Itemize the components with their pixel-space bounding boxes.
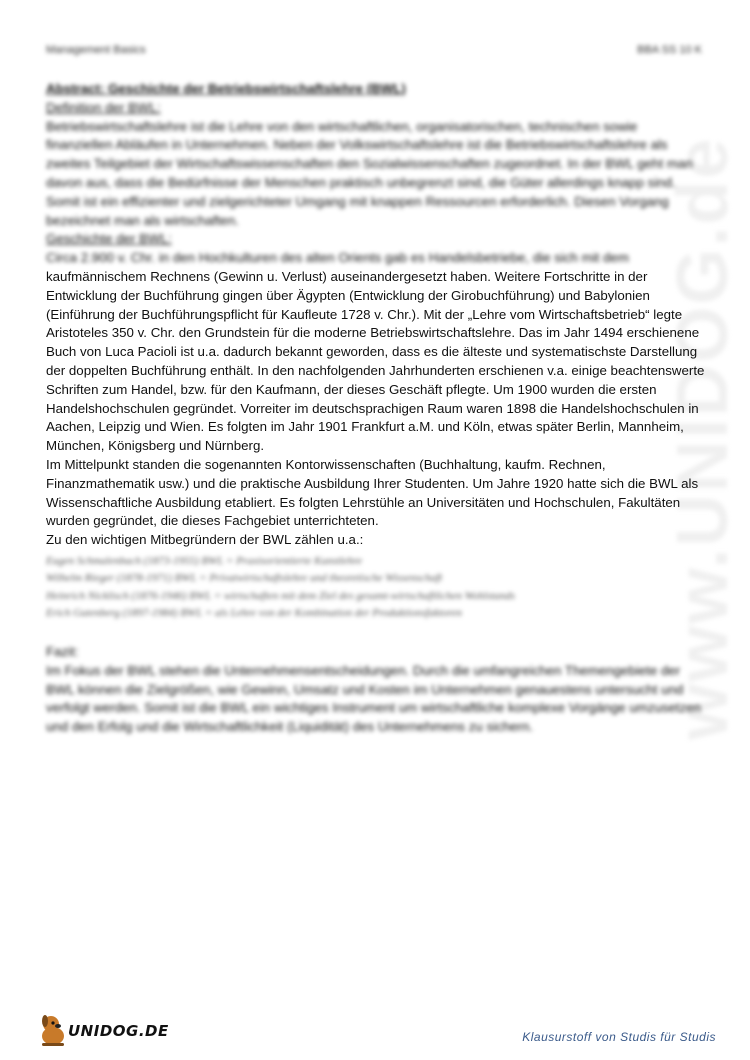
page-header xyxy=(46,44,702,62)
footer-tagline: Klausurstoff von Studis für Studis xyxy=(522,1030,716,1044)
fazit-block xyxy=(46,643,706,737)
founder-item: Heinrich Nicklisch (1876-1946) BWL = wirtschaften mit dem Ziel des gesamt-wirtschaftlichen Wohlstands xyxy=(46,589,516,602)
history-paragraph-2: Im Mittelpunkt standen die sogenannten Kontorwissenschaften (Buchhaltung, kaufm. Rechnen, Finanzmathematik usw.) und die praktische Ausbildung Ihrer Studenten. Um Jahre 1920 hatte sich die BWL als Wissenschaftliche Ausbildung etabliert. Es folgten Lehrstühle an Universitäten und Hochschulen, Fakultäten wurden gegründet, die dieses Fachgebiet unterrichteten. xyxy=(46,456,699,529)
founder-item: Eugen Schmalenbach (1873-1955) BWL = Praxisorientierte Kunstlehre xyxy=(46,554,362,567)
history-intro-line: Circa 2.900 v. Chr. in den Hochkulturen des alten Orients gab es Handelsbetriebe, die sich mit dem xyxy=(46,250,629,266)
founders-list xyxy=(46,553,706,623)
fazit-paragraph: Im Fokus der BWL stehen die Unternehmensentscheidungen. Durch die umfangreichen Themengebiete der BWL können die Zielgrößen, wie Gewinn, Umsatz und Kosten im Unternehmen genauestens untersucht und verfolgt werden. Somit ist die BWL ein wichtiges Instrument um wirtschaftliche komplexe Vorgänge umzusetzen und den Erfolg und die Wirtschaftlichkeit (Liquidität) des Unternehmens zu sichern. xyxy=(46,662,702,735)
header-course: Management Basics xyxy=(46,44,146,56)
blurred-intro-block xyxy=(46,80,706,268)
founder-item: Wilhelm Rieger (1878-1971) BWL = Privatwirtschaftslehre und theoretische Wissenschaft xyxy=(46,572,443,585)
document-title: Abstract: Geschichte der Betriebswirtschaftslehre (BWL) xyxy=(46,81,406,96)
unidog-logo[interactable] xyxy=(38,1012,168,1052)
definition-heading: Definition der BWL: xyxy=(46,99,161,115)
document-body xyxy=(46,80,706,737)
history-heading: Geschichte der BWL: xyxy=(46,231,172,247)
founder-item: Erich Gutenberg (1897-1984) BWL = als Lehre von der Kombination der Produktionsfaktoren xyxy=(46,607,462,620)
history-paragraph: kaufmännischem Rechnens (Gewinn u. Verlust) auseinandergesetzt haben. Weitere Fortschritte in der Entwicklung der Buchführung gingen über Ägypten (Entwicklung der Girobuchführung) und Babylonien (Einführung der Buchführungspflicht für Kaufleute 1728 v. Chr.). Mit der „Lehre vom Wirtschaftsbetrieb“ legte Aristoteles 350 v. Chr. den Grundstein für die moderne Betriebswirtschaftslehre. Das im Jahr 1494 erschienene Buch von Luca Pacioli ist u.a. dadurch bekannt geworden, dass es die älteste und systematischste Darstellung der doppelten Buchführung enthält. In den nachfolgenden Jahrhunderten erschienen v.a. einige beachtenswerte Schriften zum Handel, bzw. für den Kaufmann, der dieses Geschäft pflegte. Um 1900 wurden die ersten Handelshochschulen gegründet. Vorreiter im deutschsprachigen Raum waren 1898 die Handelshochschulen in Aachen, Leipzig und Wien. Es folgten im Jahr 1901 Frankfurt a.M. und Köln, etwas später Berlin, Mannheim, München, Königsberg und Nürnberg. xyxy=(46,268,705,454)
dog-icon xyxy=(38,1012,72,1048)
watermark: www.UNIDOG.de xyxy=(663,136,743,740)
founders-intro: Zu den wichtigen Mitbegründern der BWL zählen u.a.: xyxy=(46,532,364,548)
fazit-heading: Fazit: xyxy=(46,643,79,659)
header-code: BBA SS 10 K xyxy=(637,44,702,56)
definition-paragraph: Betriebswirtschaftslehre ist die Lehre von den wirtschaftlichen, organisatorischen, technischen sowie finanziellen Abläufen in Unternehmen. Neben der Volkswirtschaftslehre ist die Betriebswirtschaftslehre als zweites Teilgebiet der Wirtschaftswissenschaften den Sozialwissenschaften zugeordnet. In der BWL geht man davon aus, dass die Bedürfnisse der Menschen praktisch unbegrenzt sind, die Güter allerdings knapp sind. Somit ist ein effizienter und zielgerichteter Umgang mit knappen Ressourcen erforderlich. Diesen Vorgang bezeichnet man als wirtschaften. xyxy=(46,118,693,228)
logo-text: UNIDOG.DE xyxy=(68,1022,169,1040)
